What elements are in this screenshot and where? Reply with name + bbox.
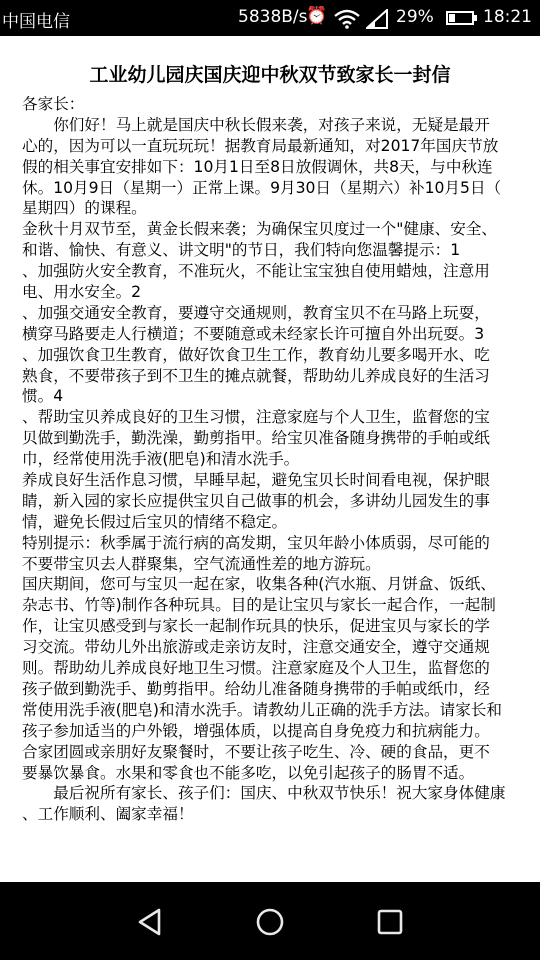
battery-percent: 29% <box>396 7 434 27</box>
letter-line: 你们好！马上就是国庆中秋长假来袭，对孩子来说，无疑是最开 <box>22 115 490 134</box>
letter-line: 则。帮助幼儿养成良好地卫生习惯。注意家庭及个人卫生，监督您的 <box>22 659 490 678</box>
letter-line: 不要带宝贝去人群聚集，空气流通性差的地方游玩。 <box>22 554 381 573</box>
letter-line: 杂志书、竹等)制作各种玩具。目的是让宝贝与家长一起合作，一起制 <box>22 596 496 615</box>
letter-line: 巾，经常使用洗手液(肥皂)和清水洗手。 <box>22 450 300 469</box>
letter-line: 睛，新入园的家长应提供宝贝自己做事的机会，多讲幼儿园发生的事 <box>22 491 490 510</box>
network-speed: 5838B/s <box>238 7 308 27</box>
letter-line: 习交流。带幼儿外出旅游或走亲访友时，注意交通安全，遵守交通规 <box>22 638 490 657</box>
document-page[interactable] <box>0 36 540 882</box>
letter-line: 国庆期间，您可与宝贝一起在家，收集各种(汽水瓶、月饼盒、饭纸、 <box>22 575 496 594</box>
letter-line: 、加强防火安全教育，不准玩火，不能让宝宝独自使用蜡烛，注意用 <box>22 262 490 281</box>
letter-line: 熟食，不要带孩子到不卫生的摊点就餐，帮助幼儿养成良好的生活习 <box>22 366 490 385</box>
letter-line: 休。10月9日（星期一）正常上课。9月30日（星期六）补10月5日（ <box>22 178 502 197</box>
navigation-bar <box>0 882 540 960</box>
letter-line: 、工作顺利、阖家幸福！ <box>22 805 194 824</box>
recent-apps-icon[interactable] <box>368 900 412 944</box>
letter-line: 、加强交通安全教育，要遵守交通规则，教育宝贝不在马路上玩耍， <box>22 303 490 322</box>
signal-icon <box>366 9 388 29</box>
letter-line: 贝做到勤洗手，勤洗澡，勤剪指甲。给宝贝准备随身携带的手帕或纸 <box>22 429 490 448</box>
letter-line: 作，让宝贝感受到与家长一起制作玩具的快乐，促进宝贝与家长的学 <box>22 617 490 636</box>
battery-cap <box>474 15 477 21</box>
letter-line: 孩子参加适当的户外锻，增强体质，以提高自身免疫力和抗病能力。 <box>22 721 490 740</box>
letter-line: 最后祝所有家长、孩子们：国庆、中秋双节快乐！祝大家身体健康 <box>22 784 506 803</box>
alarm-icon: ⏰ <box>306 6 328 26</box>
home-icon[interactable] <box>248 900 292 944</box>
letter-line: 和谐、愉快、有意义、讲文明"的节日，我们特向您温馨提示：1 <box>22 241 461 260</box>
letter-title: 工业幼儿园庆国庆迎中秋双节致家长一封信 <box>89 64 451 86</box>
clock-time: 18:21 <box>483 7 532 27</box>
letter-line: 惯。4 <box>22 387 64 406</box>
letter-line: 、帮助宝贝养成良好的卫生习惯，注意家庭与个人卫生，监督您的宝 <box>22 408 490 427</box>
letter-line: 横穿马路要走人行横道；不要随意或未经家长许可擅自外出玩耍。3 <box>22 324 485 343</box>
letter-line: 特别提示：秋季属于流行病的高发期，宝贝年龄小体质弱，尽可能的 <box>22 533 490 552</box>
letter-body <box>22 94 522 825</box>
letter-line: 、加强饮食卫生教育，做好饮食卫生工作，教育幼儿要多喝开水、吃 <box>22 345 490 364</box>
battery-icon <box>446 11 474 25</box>
letter-line: 心的，因为可以一直玩玩玩！据教育局最新通知，对2017年国庆节放 <box>22 136 499 155</box>
wifi-icon <box>334 9 360 29</box>
status-bar <box>0 0 540 36</box>
letter-line: 星期四）的课程。 <box>22 199 147 218</box>
letter-line: 电、用水安全。2 <box>22 283 142 302</box>
letter-line: 假的相关事宜安排如下：10月1日至8日放假调休，共8天，与中秋连 <box>22 157 493 176</box>
back-icon[interactable] <box>128 900 172 944</box>
letter-line: 常使用洗手液(肥皂)和清水洗手。请教幼儿正确的洗手方法。请家长和 <box>22 700 502 719</box>
carrier-name: 中国电信 <box>2 12 70 32</box>
letter-line: 各家长： <box>22 95 85 113</box>
letter-line: 金秋十月双节至，黄金长假来袭；为确保宝贝度过一个"健康、安全、 <box>22 220 497 239</box>
letter-line: 合家团圆或亲朋好友聚餐时，不要让孩子吃生、冷、硬的食品，更不 <box>22 742 490 761</box>
letter-line: 孩子做到勤洗手、勤剪指甲。给幼儿准备随身携带的手帕或纸巾，经 <box>22 679 490 698</box>
letter-line: 情，避免长假过后宝贝的情绪不稳定。 <box>22 512 288 531</box>
letter-line: 养成良好生活作息习惯，早睡早起，避免宝贝长时间看电视，保护眼 <box>22 471 490 490</box>
letter-line: 要暴饮暴食。水果和零食也不能多吃，以免引起孩子的肠胃不适。 <box>22 763 475 782</box>
